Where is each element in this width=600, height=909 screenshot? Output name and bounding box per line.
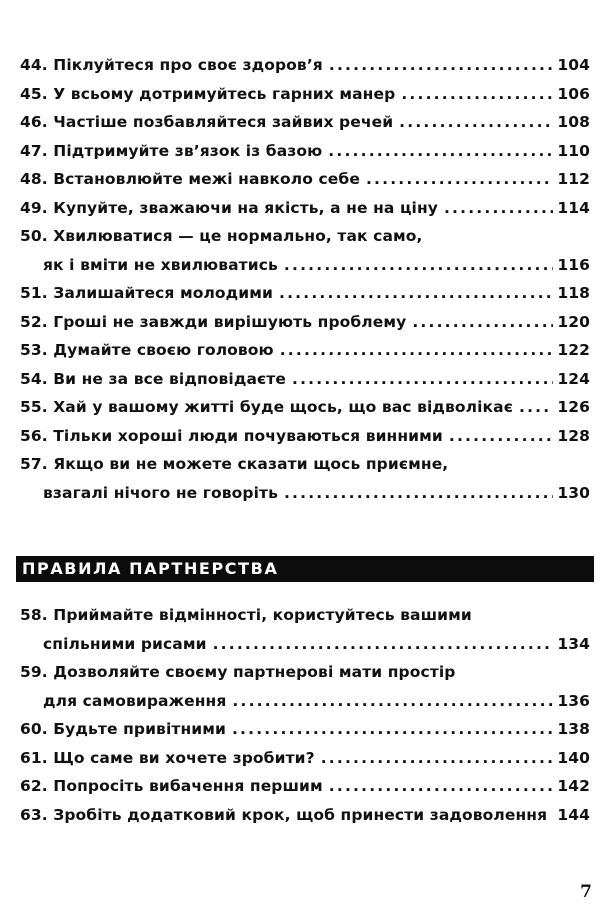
toc-entry-title-line: 57. Якщо ви не можете сказати щось приємне, [20, 455, 449, 473]
toc-entry-title-line: 63. Зробіть додатковий крок, щоб принести задоволення [20, 805, 548, 824]
toc-entry-title-line: 49. Купуйте, зважаючи на якість, а не на ціну [20, 198, 438, 217]
toc-entry [20, 165, 590, 194]
toc-entry-title-line: 59. Дозволяйте своєму партнерові мати простір [20, 663, 456, 681]
dot-leader [329, 772, 554, 801]
toc-entry-title-line: 47. Підтримуйте зв’язок із базою [20, 141, 323, 160]
toc-entry-page: 124 [557, 369, 590, 388]
toc-entry-title-line: 45. У всьому дотримуйтесь гарних манер [20, 84, 396, 103]
toc-entry-title-line: 46. Частіше позбавляйтеся зайвих речей [20, 113, 394, 131]
dot-leader [280, 336, 554, 365]
toc-entry [20, 450, 590, 507]
toc-entry-page: 142 [557, 777, 590, 795]
dot-leader [284, 251, 553, 280]
toc-entry [20, 658, 590, 715]
toc-entry-page: 122 [557, 341, 590, 359]
toc-entry [20, 744, 590, 773]
dot-leader [232, 687, 553, 716]
dot-leader [444, 194, 553, 223]
toc-entry [20, 772, 590, 801]
toc-entry-title-line: 51. Залишайтеся молодими [20, 284, 273, 302]
toc-entry-page: 106 [557, 84, 590, 103]
dot-leader [399, 108, 553, 137]
toc-entry [20, 108, 590, 137]
toc-entry-title-line: 53. Думайте своєю головою [20, 341, 274, 359]
contents-list-partnership [20, 601, 590, 829]
toc-entry [20, 715, 590, 744]
toc-entry-title-line: взагалі нічого не говоріть [43, 483, 278, 502]
toc-entry [20, 308, 590, 337]
toc-entry-title-line: 61. Що саме ви хочете зробити? [20, 748, 315, 767]
dot-leader [412, 308, 553, 337]
toc-entry [20, 601, 590, 658]
toc-entry [20, 393, 590, 422]
toc-entry-page: 134 [557, 634, 590, 653]
toc-entry-page: 108 [557, 113, 590, 131]
toc-entry-title-line: 44. Піклуйтеся про своє здоров’я [20, 56, 323, 74]
toc-entry-page: 138 [557, 720, 590, 738]
toc-entry [20, 279, 590, 308]
toc-entry-page: 136 [557, 691, 590, 710]
toc-entry-title-line: спільними рисами [43, 634, 207, 653]
toc-entry-page: 118 [557, 284, 590, 302]
dot-leader [213, 630, 554, 659]
dot-leader [519, 393, 553, 422]
toc-entry-page: 128 [557, 426, 590, 445]
section-heading-partnership: ПРАВИЛА ПАРТНЕРСТВА [16, 556, 594, 582]
dot-leader [279, 279, 553, 308]
toc-entry-title-line: 62. Попросіть вибачення першим [20, 777, 323, 795]
toc-entry [20, 137, 590, 166]
toc-entry-title-line: 54. Ви не за все відповідаєте [20, 369, 286, 388]
dot-leader [321, 744, 554, 773]
dot-leader [284, 479, 553, 508]
contents-list-general [20, 51, 590, 507]
toc-entry-title-line: 48. Встановлюйте межі навколо себе [20, 170, 360, 188]
toc-entry-title-line: 58. Приймайте відмінності, користуйтесь вашими [20, 606, 472, 624]
dot-leader [366, 165, 553, 194]
toc-entry-page: 140 [557, 748, 590, 767]
toc-entry [20, 365, 590, 394]
toc-entry-title-line: як і вміти не хвилюватись [43, 255, 278, 274]
toc-entry-title-line: 56. Тільки хороші люди почуваються винними [20, 426, 443, 445]
toc-entry-page: 104 [557, 56, 590, 74]
toc-entry-page: 116 [557, 255, 590, 274]
toc-entry-title-line: 55. Хай у вашому житті буде щось, що вас відволікає [20, 398, 514, 416]
toc-entry [20, 51, 590, 80]
toc-entry-page: 114 [557, 198, 590, 217]
toc-entry-title-line: 60. Будьте привітними [20, 720, 226, 738]
toc-entry-title-line: 50. Хвилюватися — це нормально, так само, [20, 227, 423, 245]
page-number: 7 [580, 882, 592, 902]
toc-entry [20, 422, 590, 451]
dot-leader [329, 51, 553, 80]
toc-entry-title-line: 52. Гроші не завжди вирішують проблему [20, 312, 407, 331]
dot-leader [449, 422, 553, 451]
toc-entry [20, 194, 590, 223]
dot-leader [401, 80, 553, 109]
toc-entry [20, 336, 590, 365]
dot-leader [292, 365, 553, 394]
toc-entry [20, 80, 590, 109]
toc-entry-page: 110 [557, 141, 590, 160]
toc-entry-page: 130 [557, 483, 590, 502]
dot-leader [232, 715, 553, 744]
toc-entry-page: 126 [557, 398, 590, 416]
toc-entry [20, 801, 590, 830]
toc-entry-title-line: для самовираження [43, 691, 227, 710]
dot-leader [328, 137, 553, 166]
toc-entry-page: 144 [557, 805, 590, 824]
toc-entry-page: 112 [557, 170, 590, 188]
toc-entry [20, 222, 590, 279]
toc-entry-page: 120 [557, 312, 590, 331]
